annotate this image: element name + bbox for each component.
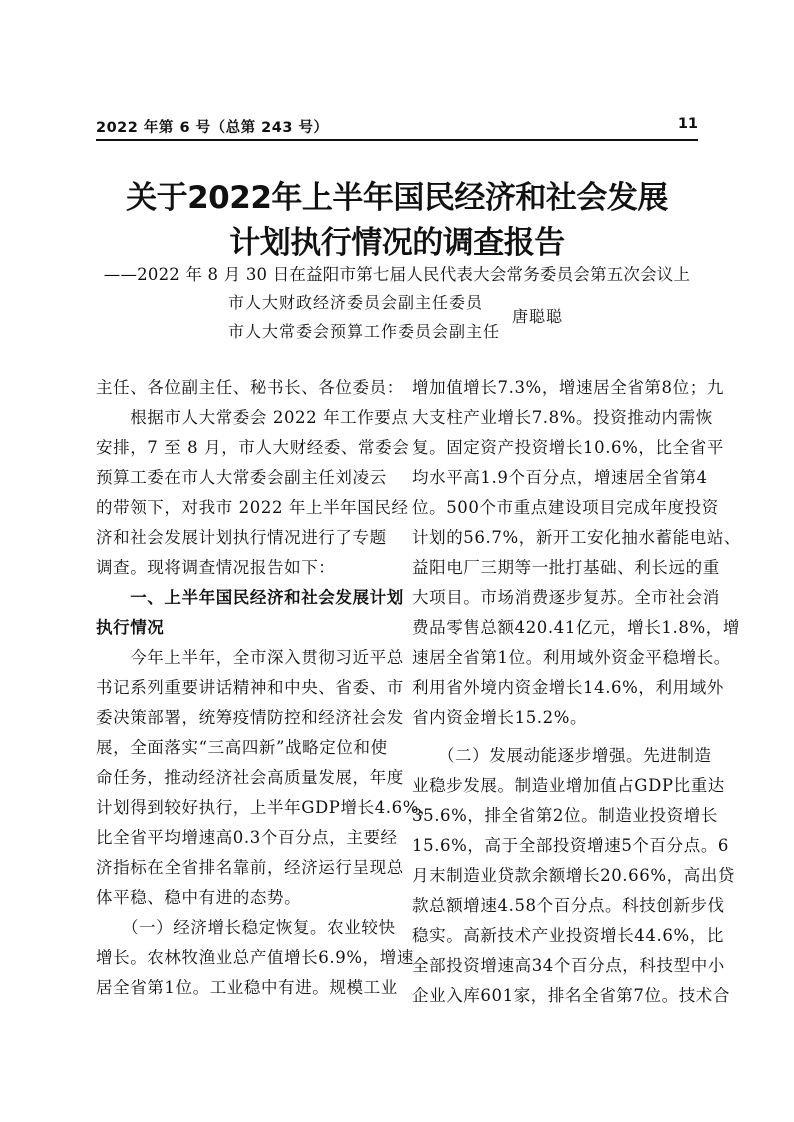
right-line-15: 35.6%，排全省第2位。制造业投资增长	[412, 806, 718, 825]
right-line-13: （二）发展动能逐步增强。先进制造	[412, 746, 712, 765]
right-line-17: 月末制造业贷款余额增长20.66%，高出贷	[412, 866, 736, 885]
right-line-8: 大项目。市场消费逐步复苏。全市社会消	[412, 588, 720, 607]
left-line-6: 济和社会发展计划执行情况进行了专题	[96, 528, 387, 547]
section-heading-1: 一、上半年国民经济和社会发展计划	[96, 588, 404, 607]
right-line-16: 15.6%，高于全部投资增速5个百分点。6	[412, 836, 730, 855]
right-line-3: 复。固定资产投资增长10.6%，比全省平	[412, 438, 724, 457]
title-line-1: 关于2022年上半年国民经济和社会发展	[126, 180, 668, 216]
right-line-12: 省内资金增长15.2%。	[412, 708, 588, 727]
left-line-12: 委决策部署，统筹疫情防控和经济社会发	[96, 708, 404, 727]
right-line-14: 业稳步发展。制造业增加值占GDP比重达	[412, 776, 725, 795]
left-line-19: （一）经济增长稳定恢复。农业较快	[96, 918, 396, 937]
right-line-4: 均水平高1.9个百分点，增速居全省第4	[412, 468, 708, 487]
left-line-5: 的带领下，对我市 2022 年上半年国民经	[96, 498, 409, 517]
left-line-18: 体平稳、稳中有进的态势。	[96, 888, 302, 907]
right-line-19: 稳实。高新技术产业投资增长44.6%，比	[412, 926, 724, 945]
left-line-2: 根据市人大常委会 2022 年工作要点	[96, 408, 409, 427]
author-role-2: 市人大常委会预算工作委员会副主任	[228, 322, 501, 341]
author-role-1: 市人大财政经济委员会副主任委员	[228, 293, 484, 312]
left-line-15: 计划得到较好执行，上半年GDP增长4.6%，	[96, 798, 437, 817]
right-line-18: 款总额增速4.58个百分点。科技创新步伐	[412, 896, 725, 915]
left-line-17: 济指标在全省排名靠前，经济运行呈现总	[96, 858, 404, 877]
page-number: 11	[677, 116, 698, 132]
left-line-4: 预算工委在市人大常委会副主任刘凌云	[96, 468, 387, 487]
left-line-3: 安排，7 至 8 月，市人大财经委、常委会	[96, 438, 410, 457]
right-line-9: 费品零售总额420.41亿元，增长1.8%，增	[412, 618, 740, 637]
left-line-10: 今年上半年，全市深入贯彻习近平总	[96, 648, 404, 667]
left-line-7: 调查。现将调查情况报告如下：	[96, 558, 336, 577]
right-line-2: 大支柱产业增长7.8%。投资推动内需恢	[412, 408, 713, 427]
right-line-1: 增加值增长7.3%，增速居全省第8位；九	[412, 378, 724, 397]
right-line-5: 位。500个市重点建设项目完成年度投资	[412, 498, 719, 517]
title-line-2: 计划执行情况的调查报告	[229, 225, 565, 261]
right-line-7: 益阳电厂三期等一批打基础、利长远的重	[412, 558, 720, 577]
left-line-13: 展，全面落实“三高四新”战略定位和使	[96, 738, 388, 757]
left-line-11: 书记系列重要讲话精神和中央、省委、市	[96, 678, 404, 697]
left-line-1: 主任、各位副主任、秘书长、各位委员：	[96, 378, 404, 397]
right-line-20: 全部投资增速高34个百分点，科技型中小	[412, 956, 725, 975]
right-line-6: 计划的56.7%，新开工安化抽水蓄能电站、	[412, 528, 742, 547]
issue-header: 2022 年第 6 号（总第 243 号）	[96, 120, 329, 136]
section-heading-1-cont: 执行情况	[96, 618, 165, 637]
left-line-20: 增长。农林牧渔业总产值增长6.9%，增速	[96, 948, 414, 967]
author-name: 唐聪聪	[512, 307, 564, 326]
right-line-11: 利用省外境内资金增长14.6%，利用域外	[412, 678, 724, 697]
right-line-10: 速居全省第1位。利用域外资金平稳增长。	[412, 648, 731, 667]
left-line-16: 比全省平均增速高0.3个百分点，主要经	[96, 828, 398, 847]
right-line-21: 企业入库601家，排名全省第7位。技术合	[412, 986, 730, 1005]
header-rule	[96, 139, 698, 141]
subtitle: ——2022 年 8 月 30 日在益阳市第七届人民代表大会常务委员会第五次会议上	[103, 265, 691, 284]
left-line-14: 命任务，推动经济社会高质量发展，年度	[96, 768, 404, 787]
left-line-21: 居全省第1位。工业稳中有进。规模工业	[96, 978, 398, 997]
